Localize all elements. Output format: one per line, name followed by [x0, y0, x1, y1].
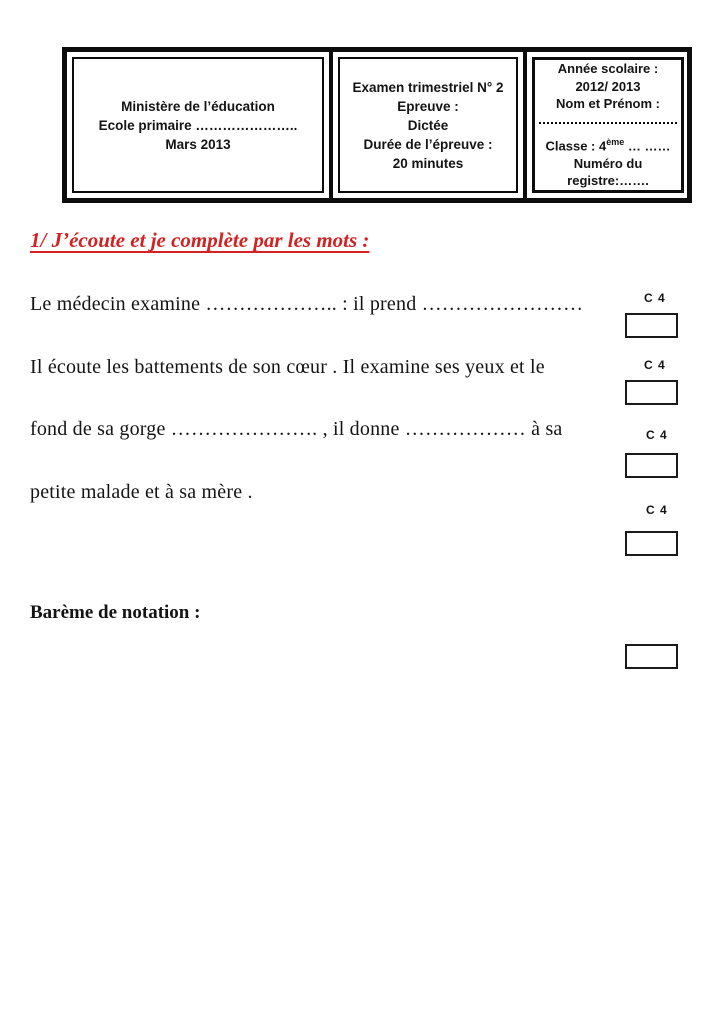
- score-label: C 4: [646, 428, 668, 442]
- ministry-box: [72, 57, 324, 193]
- header-middle-cell: [333, 52, 523, 198]
- class-dots: … ……: [624, 138, 671, 154]
- class-line: [546, 134, 671, 155]
- score-label: C 4: [646, 503, 668, 517]
- duration-value-line: 20 minutes: [392, 155, 464, 171]
- class-superscript: ème: [606, 136, 625, 147]
- exam-info-box: [338, 57, 518, 193]
- section-heading: 1/ J’écoute et je complète par les mots :: [30, 228, 370, 252]
- date-line: Mars 2013: [165, 136, 231, 152]
- name-label: Nom et Prénom :: [555, 96, 660, 112]
- duration-label-line: Durée de l’épreuve :: [363, 136, 493, 152]
- year-label: Année scolaire :: [557, 61, 659, 77]
- ministry-line: Ministère de l’éducation: [121, 98, 275, 114]
- header-right-cell: [527, 52, 685, 198]
- score-box: [625, 313, 678, 338]
- score-box: [625, 644, 678, 669]
- score-box: [625, 453, 678, 478]
- year-value: 2012/ 2013: [575, 78, 641, 94]
- exam-title-line: Examen trimestriel N° 2: [352, 79, 504, 95]
- school-line: Ecole primaire …………………..: [98, 117, 298, 133]
- registre-line: Numéro du registre:…….: [567, 155, 649, 189]
- student-info-box: [532, 57, 684, 193]
- score-box: [625, 531, 678, 556]
- score-label: C 4: [644, 291, 666, 305]
- bareme-heading: Barème de notation :: [30, 602, 201, 623]
- header-left-cell: [67, 52, 329, 198]
- subject-line: Dictée: [407, 117, 449, 133]
- epreuve-label-line: Epreuve :: [397, 98, 459, 114]
- score-label: C 4: [644, 358, 666, 372]
- class-prefix: Classe : 4: [545, 138, 607, 154]
- dictation-line: Il écoute les battements de son cœur . Il examine ses yeux et le: [30, 356, 545, 378]
- dictation-line: petite malade et à sa mère .: [30, 481, 253, 503]
- name-fill-line: [539, 122, 677, 124]
- dictation-line: Le médecin examine ……………….. : il prend ……………………: [30, 293, 584, 315]
- dictation-line: fond de sa gorge …………………. , il donne ……………… à sa: [30, 418, 563, 440]
- score-box: [625, 380, 678, 405]
- header-table: [62, 47, 692, 203]
